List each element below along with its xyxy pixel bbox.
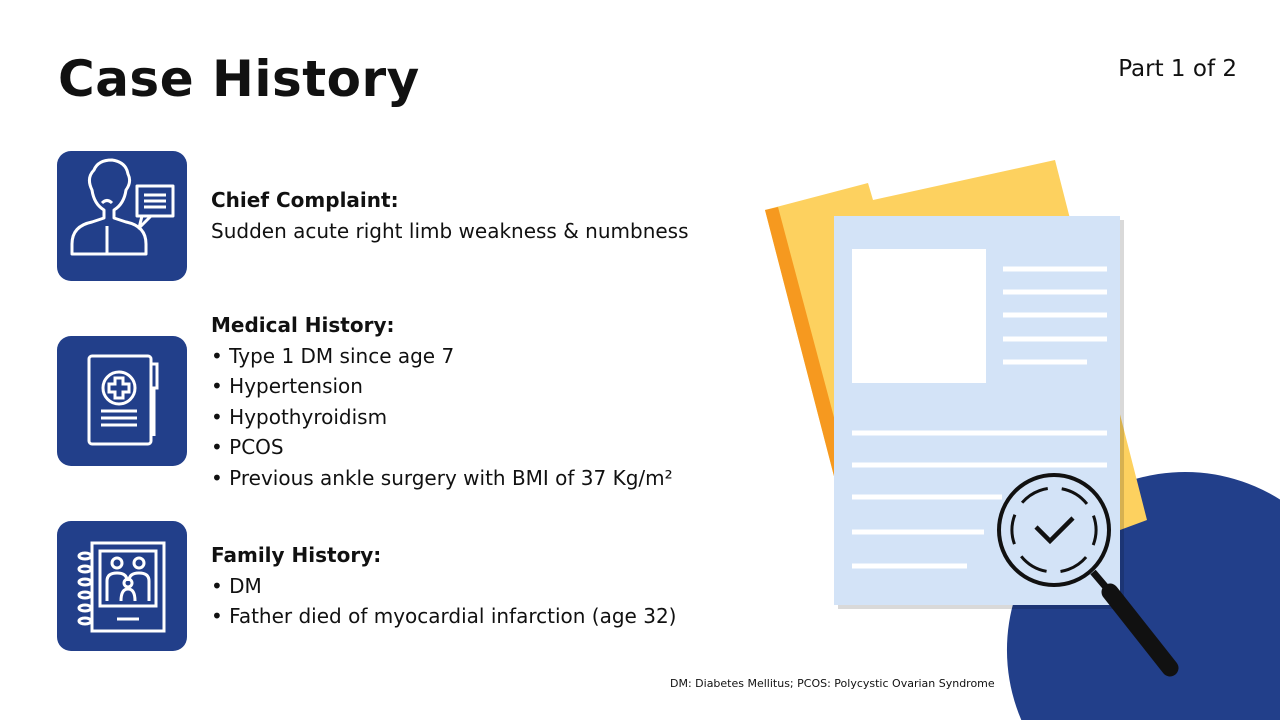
list-item: • PCOS [211, 435, 284, 459]
section-heading: Chief Complaint: [211, 188, 399, 212]
list-item-text: DM [229, 573, 262, 598]
chief-complaint-section [211, 185, 689, 246]
list-item: • Hypertension [211, 374, 363, 398]
list-item-text: Hypothyroidism [229, 404, 388, 429]
list-item-text: Type 1 DM since age 7 [229, 343, 455, 368]
list-item: • DM [211, 573, 262, 598]
list-item: • Father died of myocardial infarction (age 32) [211, 604, 677, 628]
list-item: • Previous ankle surgery with BMI of 37 Kg/m² [211, 465, 673, 490]
list-item-text: Father died of myocardial infarction (age 32) [229, 604, 677, 628]
list-item: • Hypothyroidism [211, 404, 388, 429]
family-album-icon [57, 521, 187, 651]
section-heading: Medical History: [211, 313, 395, 337]
list-item-text: Previous ankle surgery with BMI of 37 Kg/m² [229, 465, 673, 490]
list-item: • Type 1 DM since age 7 [211, 343, 455, 368]
medical-history-section [211, 310, 673, 493]
photo-placeholder [852, 249, 986, 383]
medical-record-icon [57, 336, 187, 466]
list-item-text: PCOS [229, 435, 284, 459]
list-item-text: Hypertension [229, 374, 363, 398]
page-title: Case History [58, 50, 420, 108]
footnote: DM: Diabetes Mellitus; PCOS: Polycystic Ovarian Syndrome [670, 677, 995, 690]
section-text: Sudden acute right limb weakness & numbness [211, 218, 689, 243]
section-heading: Family History: [211, 543, 382, 567]
part-indicator: Part 1 of 2 [1118, 56, 1237, 82]
patient-speech-icon [57, 151, 187, 281]
family-history-section [211, 540, 676, 632]
